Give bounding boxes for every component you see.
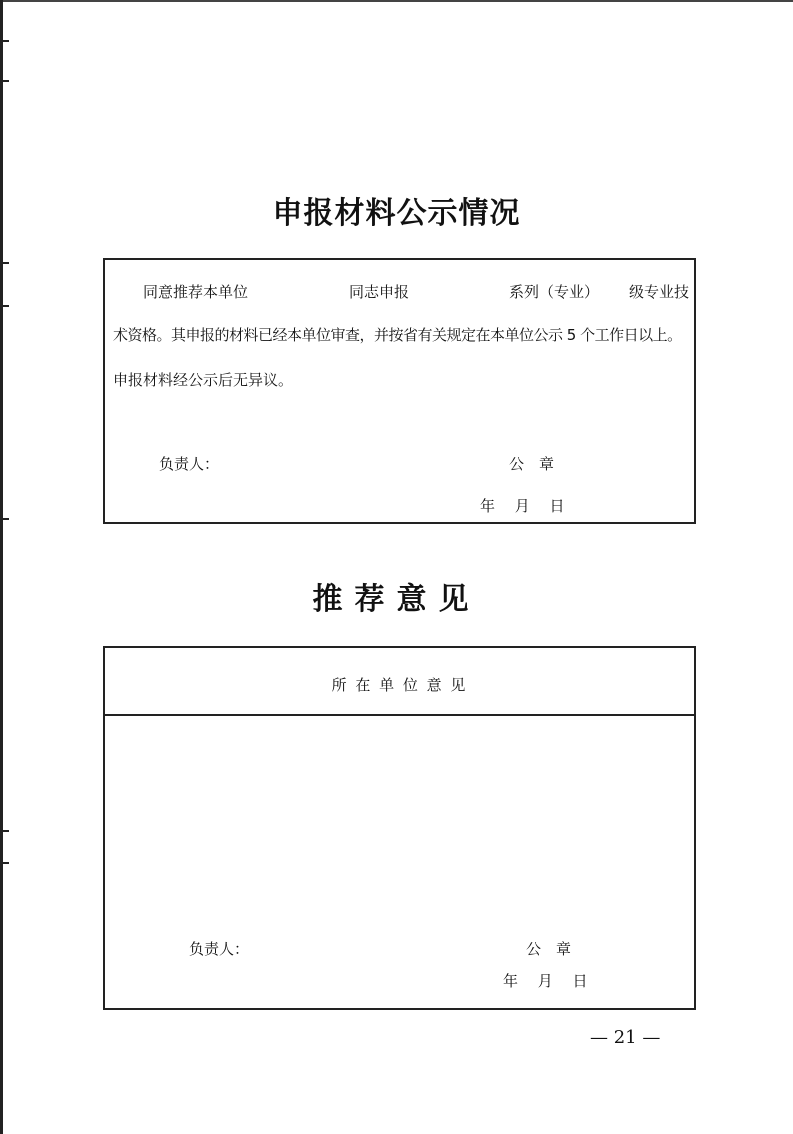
official-seal-label: 公 章 (509, 455, 555, 473)
qualification-review-text: 术资格。其申报的材料已经本单位审查，并按省有关规定在本单位公示 5 个工作日以上。 (113, 326, 682, 344)
recommend-unit-text: 同意推荐本单位 (143, 283, 249, 301)
edge-mark (3, 40, 9, 42)
recommendation-section-title: 推荐意见 (312, 582, 481, 617)
unit-opinion-header: 所 在 单 位 意 见 (331, 676, 468, 694)
responsible-person-label: 负责人： (159, 455, 220, 473)
date-label: 年 月 日 (480, 497, 565, 515)
official-seal-label: 公 章 (526, 940, 572, 958)
date-label: 年 月 日 (503, 972, 588, 990)
edge-mark (3, 80, 9, 82)
page-top-edge (0, 0, 793, 2)
grade-technical-text: 级专业技 (629, 283, 690, 301)
comrade-apply-text: 同志申报 (349, 283, 410, 301)
edge-mark (3, 305, 9, 307)
edge-mark (3, 518, 9, 520)
no-objection-text: 申报材料经公示后无异议。 (113, 371, 294, 389)
page-number: — 21 — (590, 1027, 661, 1048)
edge-mark (3, 830, 9, 832)
header-divider (105, 714, 694, 716)
recommendation-box (103, 646, 696, 1010)
publicity-box (103, 258, 696, 524)
page-left-edge (0, 0, 3, 1134)
edge-mark (3, 862, 9, 864)
publicity-section-title: 申报材料公示情况 (272, 196, 521, 231)
series-specialty-text: 系列（专业） (509, 283, 600, 301)
responsible-person-label: 负责人： (189, 940, 250, 958)
edge-mark (3, 262, 9, 264)
